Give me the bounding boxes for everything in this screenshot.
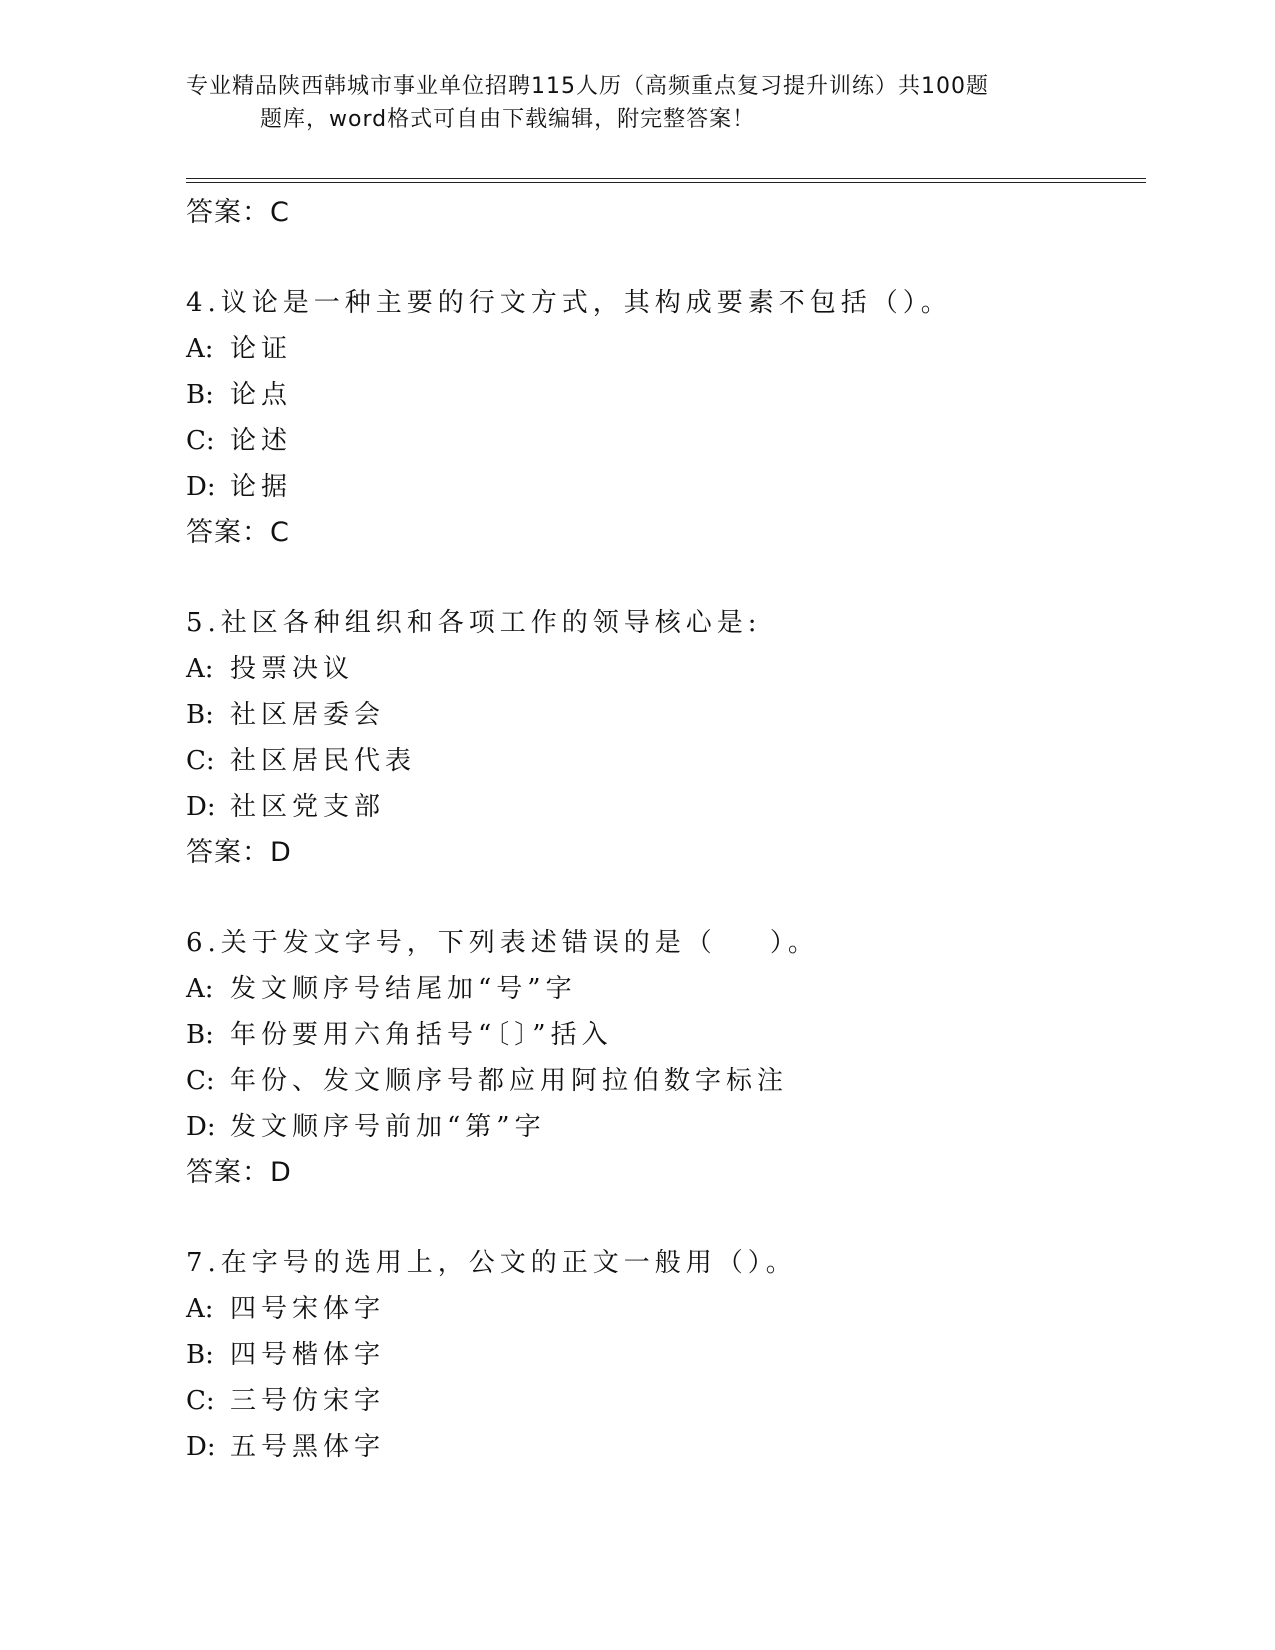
document-header — [186, 70, 1086, 136]
answer-q5: 答案：D — [186, 837, 292, 868]
option-text: 年份、发文顺序号都应用阿拉伯数字标注 — [230, 1066, 789, 1096]
option-label: B: — [186, 700, 214, 730]
option-text: 论点 — [230, 380, 293, 410]
option-text: 论据 — [230, 472, 293, 502]
question-5: 5.社区各种组织和各项工作的领导核心是: — [186, 608, 762, 638]
option-4a — [186, 326, 1146, 372]
question-list — [186, 190, 1146, 1470]
option-5a — [186, 646, 1146, 692]
option-text: 论述 — [230, 426, 293, 456]
option-4d — [186, 464, 1146, 510]
option-6c — [186, 1058, 1146, 1104]
option-text: 论证 — [230, 334, 293, 364]
option-5b — [186, 692, 1146, 738]
option-text: 四号宋体字 — [230, 1294, 386, 1324]
option-label: C: — [186, 1386, 215, 1416]
answer-q4: 答案：C — [186, 517, 290, 548]
option-4b — [186, 372, 1146, 418]
header-divider-top — [186, 178, 1146, 179]
option-7b — [186, 1332, 1146, 1378]
option-label: A: — [186, 334, 214, 364]
option-label: A: — [186, 654, 214, 684]
option-7c — [186, 1378, 1146, 1424]
option-text: 年份要用六角括号“〔〕”括入 — [230, 1020, 613, 1050]
option-5d — [186, 784, 1146, 830]
answer-q6: 答案：D — [186, 1157, 292, 1188]
option-label: C: — [186, 746, 215, 776]
option-text: 社区党支部 — [230, 792, 386, 822]
option-label: B: — [186, 380, 214, 410]
option-text: 三号仿宋字 — [230, 1386, 386, 1416]
option-label: D: — [186, 1112, 216, 1142]
option-label: C: — [186, 426, 215, 456]
option-text: 投票决议 — [230, 654, 355, 684]
header-line-1: 专业精品陕西韩城市事业单位招聘115人历（高频重点复习提升训练）共100题 — [186, 74, 989, 99]
option-text: 五号黑体字 — [230, 1432, 386, 1462]
option-7a — [186, 1286, 1146, 1332]
option-label: D: — [186, 1432, 216, 1462]
option-7d — [186, 1424, 1146, 1470]
answer-q3: 答案：C — [186, 197, 290, 228]
question-6: 6.关于发文字号，下列表述错误的是（ ）。 — [186, 928, 819, 958]
option-5c — [186, 738, 1146, 784]
option-6a — [186, 966, 1146, 1012]
option-label: B: — [186, 1020, 214, 1050]
option-6d — [186, 1104, 1146, 1150]
option-label: D: — [186, 792, 216, 822]
option-label: A: — [186, 1294, 214, 1324]
question-4: 4.议论是一种主要的行文方式，其构成要素不包括（）。 — [186, 288, 952, 318]
option-text: 社区居委会 — [230, 700, 386, 730]
option-text: 社区居民代表 — [230, 746, 417, 776]
option-text: 发文顺序号前加“第”字 — [230, 1112, 546, 1142]
option-label: D: — [186, 472, 216, 502]
option-label: B: — [186, 1340, 214, 1370]
option-label: C: — [186, 1066, 215, 1096]
option-text: 发文顺序号结尾加“号”字 — [230, 974, 577, 1004]
question-7: 7.在字号的选用上，公文的正文一般用（）。 — [186, 1248, 797, 1278]
option-text: 四号楷体字 — [230, 1340, 386, 1370]
option-label: A: — [186, 974, 214, 1004]
header-divider-bottom — [186, 182, 1146, 183]
header-line-2: 题库，word格式可自由下载编辑，附完整答案！ — [260, 107, 756, 132]
option-6b — [186, 1012, 1146, 1058]
option-4c — [186, 418, 1146, 464]
